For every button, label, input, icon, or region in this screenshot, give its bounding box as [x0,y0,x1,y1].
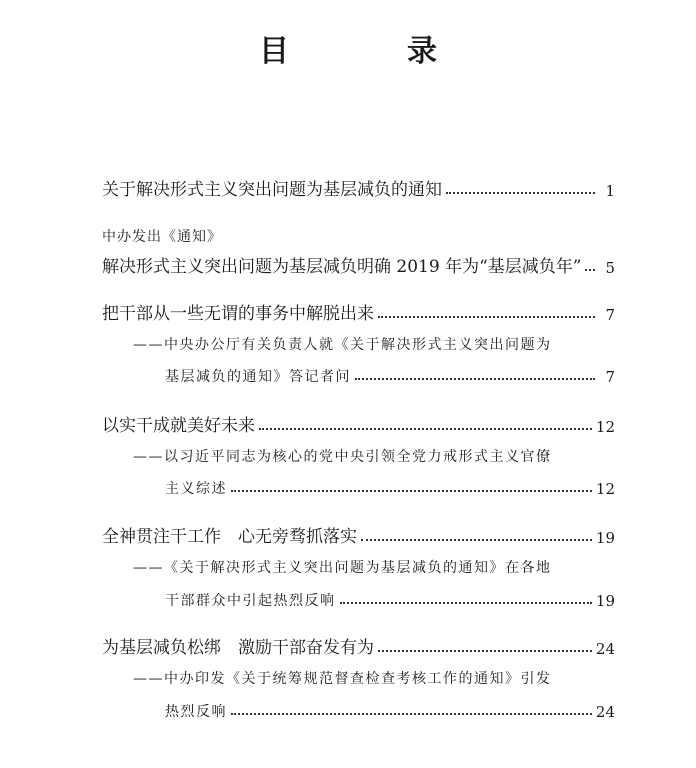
toc-subtitle [133,553,615,577]
toc-entry-title: 把干部从一些无谓的事务中解脱出来 [102,304,374,324]
toc-subtitle-line2: 主义综述 [165,481,227,497]
toc-page-number: 12 [595,418,615,436]
toc-subtitle [133,330,615,354]
toc-page-number: 5 [605,259,615,277]
dot-leader [446,191,595,194]
toc-subtitle[interactable] [165,697,615,721]
toc-page-number: 7 [605,306,615,324]
toc-subtitle-line2: 基层减负的通知》答记者问 [165,369,351,385]
toc-page-number: 1 [605,182,615,200]
toc-entry-title: 关于解决形式主义突出问题为基层减负的通知 [102,180,442,200]
toc-page-number: 19 [595,529,615,547]
toc-subtitle-line1: ——以习近平同志为核心的党中央引领全党力戒形式主义官僚 [133,449,552,465]
toc-entry[interactable] [102,412,615,436]
toc-entry[interactable] [102,523,615,547]
toc-subtitle-line1: ——中办印发《关于统筹规范督查检查考核工作的通知》引发 [133,671,552,687]
toc-subtitle-line2: 干部群众中引起热烈反响 [165,593,336,609]
toc-subtitle [133,442,615,466]
toc-entry-prefix [102,222,615,246]
toc-subtitle-line1: ——《关于解决形式主义突出问题为基层减负的通知》在各地 [133,560,552,576]
toc-entry-title: 全神贯注干工作 心无旁骛抓落实 [102,527,357,547]
toc-subtitle[interactable] [165,474,615,498]
toc-entry[interactable] [102,300,615,324]
toc-entry[interactable] [102,253,615,277]
toc-page-number: 7 [605,368,615,386]
dot-leader [378,649,592,652]
toc-subtitle[interactable] [165,362,615,386]
dot-leader [259,427,592,430]
toc-subtitle [133,664,615,688]
toc-page-number: 19 [595,592,615,610]
toc-page-number: 12 [595,480,615,498]
dot-leader [585,268,595,271]
toc-entry-title: 以实干成就美好未来 [102,416,255,436]
toc-entry[interactable] [102,634,615,658]
toc-subtitle-line1: ——中央办公厅有关负责人就《关于解决形式主义突出问题为 [133,337,552,353]
toc-subtitle-line2: 热烈反响 [165,704,227,720]
page-title: 目 录 [259,34,481,69]
toc-entry-title: 解决形式主义突出问题为基层减负明确 2019 年为“基层减负年” [102,257,582,277]
toc-subtitle[interactable] [165,586,615,610]
dot-leader [340,601,592,604]
dot-leader [361,538,592,541]
dot-leader [231,489,592,492]
toc-page-number: 24 [595,703,615,721]
dot-leader [355,377,595,380]
dot-leader [378,315,595,318]
toc-page-number: 24 [595,640,615,658]
toc-prefix-text: 中办发出《通知》 [102,229,222,245]
dot-leader [231,712,592,715]
toc-entry[interactable] [102,176,615,200]
toc-entry-title: 为基层减负松绑 激励干部奋发有为 [102,638,374,658]
